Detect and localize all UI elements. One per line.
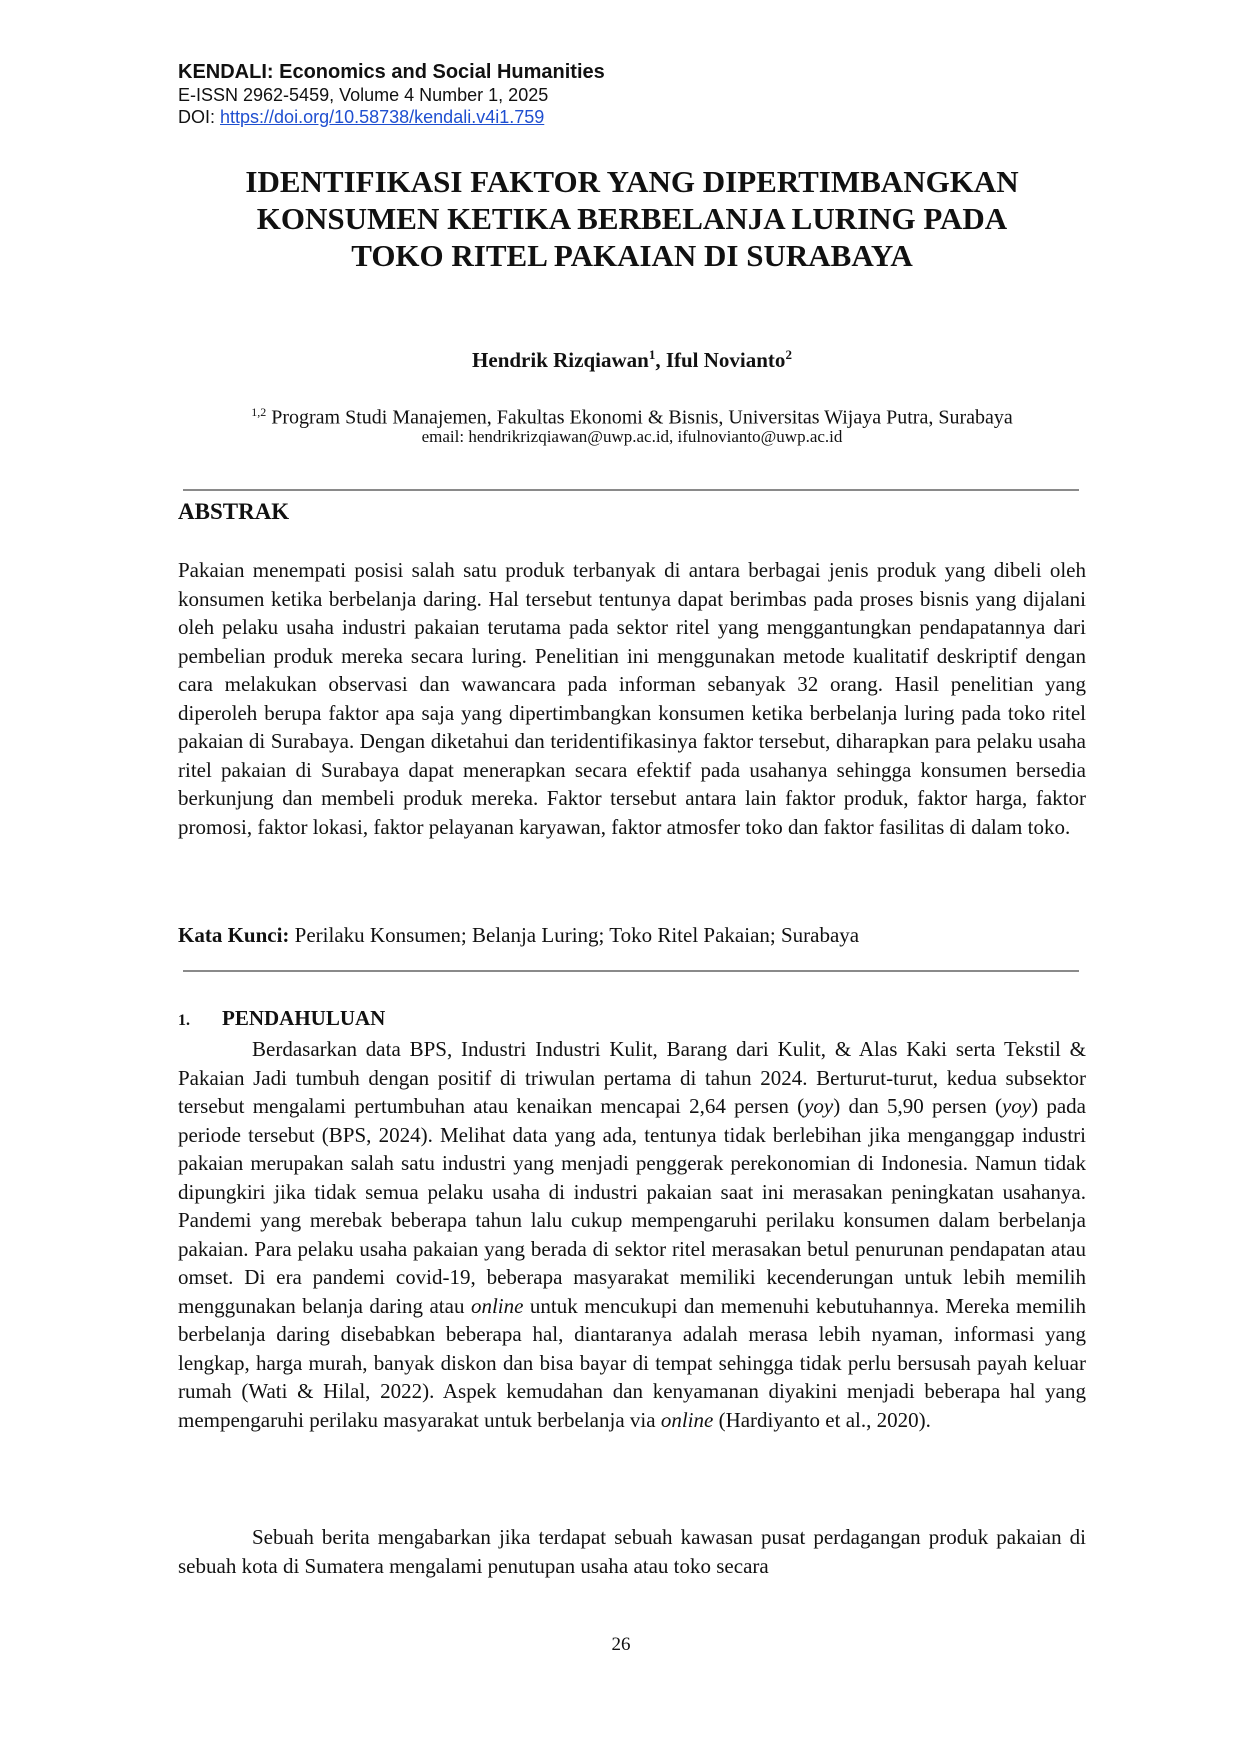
text-run: ) pada periode tersebut (BPS, 2024). Melihat data yang ada, tentunya tidak berlebihan jika menganggap industri pakaian merupakan salah satu industri yang menjadi penggerak perekonomian di Indonesia. Namun tidak dipungkiri jika tidak semua pelaku usaha di industri pakaian saat ini merasakan peningkatan usahanya. Pandemi yang merebak beberapa tahun lalu cukup mempengaruhi perilaku konsumen dalam berbelanja pakaian. Para pelaku usaha pakaian yang berada di sektor ritel merasakan betul penurunan pendapatan atau omset. Di era pandemi covid-19, beberapa masyarakat memiliki kecenderungan untuk lebih memilih menggunakan belanja daring atau	[178, 1094, 1086, 1318]
author-name: Hendrik Rizqiawan	[472, 348, 649, 372]
affiliation-text: Program Studi Manajemen, Fakultas Ekonomi & Bisnis, Universitas Wijaya Putra, Surabaya	[266, 406, 1013, 429]
keywords	[178, 923, 1086, 948]
text-run: ) dan 5,90 persen (	[833, 1094, 1002, 1118]
divider	[183, 489, 1079, 491]
body-paragraph	[178, 1523, 1086, 1580]
section-heading	[178, 1006, 385, 1031]
italic-term: yoy	[804, 1094, 834, 1118]
author-list	[178, 347, 1086, 373]
body-paragraph	[178, 1035, 1086, 1434]
abstract-heading: ABSTRAK	[178, 499, 290, 524]
title-line: KONSUMEN KETIKA BERBELANJA LURING PADA	[256, 201, 1008, 236]
page-number: 26	[611, 1634, 631, 1655]
journal-header	[178, 60, 605, 128]
italic-term: online	[660, 1407, 714, 1432]
divider	[183, 970, 1079, 972]
abstract-text: Pakaian menempati posisi salah satu produk terbanyak di antara berbagai jenis produk yang dibeli oleh konsumen ketika berbelanja daring. Hal tersebut tentunya dapat berimbas pada proses bisnis yang dijalani oleh pelaku usaha industri pakaian terutama pada sektor ritel yang menggantungkan pendapatannya dari pembelian produk mereka secara luring. Penelitian ini menggunakan metode kualitatif deskriptif dengan cara melakukan observasi dan wawancara pada informan sebanyak 32 orang. Hasil penelitian yang diperoleh berupa faktor apa saja yang dipertimbangkan konsumen ketika berbelanja luring pada toko ritel pakaian di Surabaya. Dengan diketahui dan teridentifikasinya faktor tersebut, diharapkan para pelaku usaha ritel pakaian di Surabaya dapat menerapkan secara efektif pada usahanya sehingga konsumen bersedia berkunjung dan membeli produk mereka. Faktor tersebut antara lain faktor produk, faktor harga, faktor promosi, faktor lokasi, faktor pelayanan karyawan, faktor atmosfer toko dan faktor fasilitas di dalam toko.	[178, 558, 1086, 839]
doi-link[interactable]: https://doi.org/10.58738/kendali.v4i1.759	[220, 107, 545, 127]
affiliation-mark: 1,2	[251, 405, 267, 419]
text-run: Sebuah berita mengabarkan jika terdapat sebuah kawasan pusat perdagangan produk pakaian di sebuah kota di Sumatera mengalami penutupan usaha atau toko secara	[178, 1525, 1086, 1578]
journal-name: KENDALI: Economics and Social Humanities	[178, 61, 605, 83]
keywords-text: Perilaku Konsumen; Belanja Luring; Toko Ritel Pakaian; Surabaya	[289, 923, 860, 947]
author-name: Iful Novianto	[665, 348, 786, 372]
author-emails: email: hendrikrizqiawan@uwp.ac.id, ifulnovianto@uwp.ac.id	[421, 427, 843, 446]
italic-term: online	[470, 1293, 524, 1318]
journal-issn: E-ISSN 2962-5459, Volume 4 Number 1, 2025	[178, 85, 549, 105]
title-line: TOKO RITEL PAKAIAN DI SURABAYA	[351, 238, 913, 273]
title-line: IDENTIFIKASI FAKTOR YANG DIPERTIMBANGKAN	[245, 164, 1019, 199]
text-run: Berdasarkan data BPS, Industri Industri Kulit, Barang dari Kulit, & Alas Kaki serta Tekstil & Pakaian Jadi tumbuh dengan positif di triwulan pertama di tahun 2024. Berturut-turut, kedua subsektor tersebut mengalami pertumbuhan atau kenaikan mencapai 2,64 persen (	[178, 1037, 1086, 1118]
journal-doi	[178, 106, 605, 128]
affiliation	[178, 400, 1086, 430]
author-separator: ,	[655, 348, 666, 372]
doi-prefix: DOI:	[178, 107, 221, 127]
paper-title	[178, 163, 1086, 274]
text-run: (Hardiyanto et al., 2020).	[713, 1407, 931, 1432]
section-title: PENDAHULUAN	[222, 1006, 386, 1030]
keywords-label: Kata Kunci:	[178, 923, 290, 947]
text-run: untuk mencukupi dan memenuhi kebutuhannya. Mereka memilih berbelanja daring disebabkan beberapa hal, diantaranya adalah merasa lebih nyaman, informasi yang lengkap, harga murah, banyak diskon dan bisa bayar di tempat sehingga tidak perlu bersusah payah keluar rumah (Wati & Hilal, 2022). Aspek kemudahan dan kenyamanan diyakini menjadi beberapa hal yang mempengaruhi perilaku masyarakat untuk berbelanja via	[178, 1293, 1086, 1432]
section-number: 1.	[178, 1012, 190, 1029]
author-affil-mark: 2	[785, 347, 792, 362]
italic-term: yoy	[1001, 1094, 1032, 1118]
author-affil-mark: 1	[648, 347, 656, 362]
